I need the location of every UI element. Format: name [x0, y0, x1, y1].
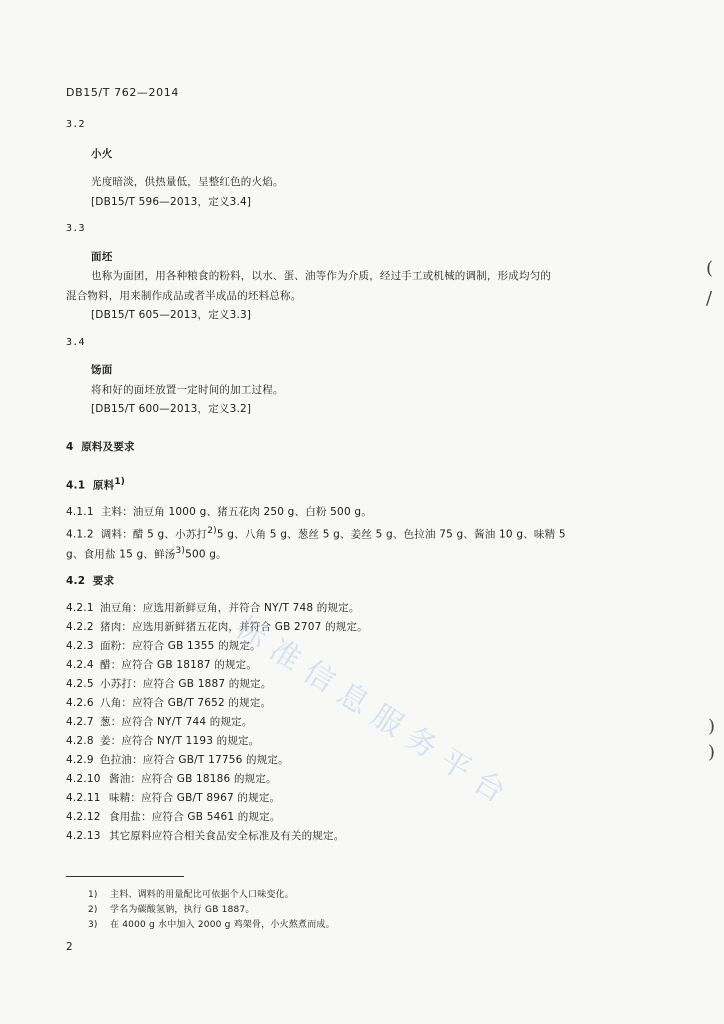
item-text: 醋：应符合 GB 18187 的规定。: [100, 659, 258, 671]
watermark-char: 标: [229, 610, 274, 656]
term-definition-continued: 混合物料，用来制作成品或者半成品的坯料总称。: [66, 290, 302, 302]
requirement-item: [66, 715, 253, 729]
term-source: [DB15/T 605—2013，定义3.3]: [91, 309, 252, 321]
term-title: 面坯: [91, 251, 113, 263]
item-text: 500 g。: [185, 548, 227, 561]
watermark-char: 务: [399, 720, 444, 766]
requirement-item: [66, 829, 344, 843]
item-number: 4.2.4: [66, 659, 94, 671]
item-number: 4.2.11: [66, 792, 101, 804]
requirement-item: [66, 772, 277, 786]
item-text: 食用盐：应符合 GB 5461 的规定。: [109, 811, 281, 823]
requirement-item: [66, 658, 257, 672]
footnote: [88, 919, 335, 931]
item-number: 4.2.8: [66, 735, 94, 747]
requirement-item: [66, 791, 280, 805]
term-title: 饧面: [91, 364, 113, 376]
watermark-char: 台: [467, 764, 512, 810]
item-text: 小苏打：应符合 GB 1887 的规定。: [100, 678, 272, 690]
document-code: DB15/T 762—2014: [66, 86, 179, 99]
item-number: 4.2.3: [66, 640, 94, 652]
footnote-ref: 1): [114, 477, 126, 487]
subsection-title: 要求: [92, 575, 115, 587]
scan-edge-mark: (: [706, 258, 714, 279]
footnote-ref: 2): [207, 526, 217, 536]
item-number: 4.2.13: [66, 830, 101, 842]
item-number: 4.2.12: [66, 811, 101, 823]
requirement-item: [66, 734, 259, 748]
footnote-text: 在 4000 g 水中加入 2000 g 鸡架骨，小火熬煮而成。: [110, 920, 335, 930]
item-number: 4.2.2: [66, 621, 94, 633]
list-item: [66, 525, 566, 542]
footnote-text: 主料、调料的用量配比可依据个人口味变化。: [110, 890, 295, 900]
section-number: 4: [66, 441, 74, 453]
item-number: 4.1.1: [66, 506, 94, 518]
item-text: g、食用盐 15 g、鲜汤: [66, 548, 176, 561]
item-number: 4.2.9: [66, 754, 94, 766]
watermark-char: 信: [297, 654, 342, 700]
item-text: 调料：醋 5 g、小苏打: [100, 528, 208, 541]
section-title: 原料及要求: [81, 441, 135, 453]
clause-number: 3.3: [66, 223, 85, 234]
term-definition: 光度暗淡，供热量低，呈整红色的火焰。: [91, 176, 284, 188]
term-source: [DB15/T 596—2013，定义3.4]: [91, 196, 252, 208]
clause-number: 3.2: [66, 119, 85, 130]
subsection-title: 原料: [92, 479, 115, 492]
item-text: 猪肉：应选用新鲜猪五花肉，并符合 GB 2707 的规定。: [100, 621, 368, 633]
item-number: 4.2.10: [66, 773, 101, 785]
item-text: 5 g、八角 5 g、葱丝 5 g、姜丝 5 g、色拉油 75 g、酱油 10 g、味精 5: [216, 528, 566, 541]
term-source: [DB15/T 600—2013，定义3.2]: [91, 403, 252, 415]
footnote: [88, 889, 294, 901]
item-text: 油豆角：应选用新鲜豆角，并符合 NY/T 748 的规定。: [100, 602, 360, 614]
footnote: [88, 904, 255, 916]
item-text: 姜：应符合 NY/T 1193 的规定。: [100, 735, 260, 747]
requirement-item: [66, 696, 271, 710]
item-text: 味精：应符合 GB/T 8967 的规定。: [109, 792, 281, 804]
footnote-number: 1): [88, 890, 98, 900]
scan-edge-mark: ): [708, 742, 716, 763]
item-text: 主料：油豆角 1000 g、猪五花肉 250 g、白粉 500 g。: [100, 506, 372, 518]
requirement-item: [66, 753, 289, 767]
scan-edge-mark: /: [706, 288, 713, 309]
clause-number: 3.4: [66, 337, 85, 348]
requirement-item: [66, 620, 368, 634]
item-number: 4.2.1: [66, 602, 94, 614]
item-number: 4.2.6: [66, 697, 94, 709]
item-text: 八角：应符合 GB/T 7652 的规定。: [100, 697, 272, 709]
item-text: 面粉：应符合 GB 1355 的规定。: [100, 640, 261, 652]
item-number: 4.2.7: [66, 716, 94, 728]
item-number: 4.1.2: [66, 528, 94, 541]
subsection-heading: [66, 476, 125, 493]
item-text: 其它原料应符合相关食品安全标准及有关的规定。: [109, 830, 345, 842]
scan-edge-mark: ): [708, 716, 716, 737]
term-definition: 也称为面团，用各种粮食的粉料，以水、蛋、油等作为介质，经过手工或机械的调制，形成均匀的: [91, 270, 552, 282]
item-number: 4.2.5: [66, 678, 94, 690]
footnote-divider: [66, 876, 184, 877]
watermark-char: 平: [433, 742, 478, 788]
watermark-char: 服: [365, 698, 410, 744]
term-definition: 将和好的面坯放置一定时间的加工过程。: [91, 384, 284, 396]
watermark-char: 息: [331, 676, 376, 722]
term-title: 小火: [91, 148, 113, 160]
footnote-number: 3): [88, 920, 98, 930]
list-item: [66, 505, 372, 519]
requirement-item: [66, 601, 360, 615]
footnote-number: 2): [88, 905, 98, 915]
list-item-continued: [66, 545, 227, 562]
item-text: 色拉油：应符合 GB/T 17756 的规定。: [100, 754, 289, 766]
subsection-number: 4.2: [66, 575, 86, 587]
page-number: 2: [66, 941, 73, 953]
footnote-text: 学名为碳酸氢钠，执行 GB 1887。: [110, 905, 255, 915]
subsection-number: 4.1: [66, 479, 86, 492]
watermark-char: 准: [263, 632, 308, 678]
requirement-item: [66, 677, 272, 691]
item-text: 酱油：应符合 GB 18186 的规定。: [109, 773, 277, 785]
item-text: 葱：应符合 NY/T 744 的规定。: [100, 716, 253, 728]
footnote-ref: 3): [175, 546, 186, 556]
requirement-item: [66, 810, 281, 824]
subsection-heading: [66, 574, 114, 588]
section-heading: [66, 440, 135, 454]
